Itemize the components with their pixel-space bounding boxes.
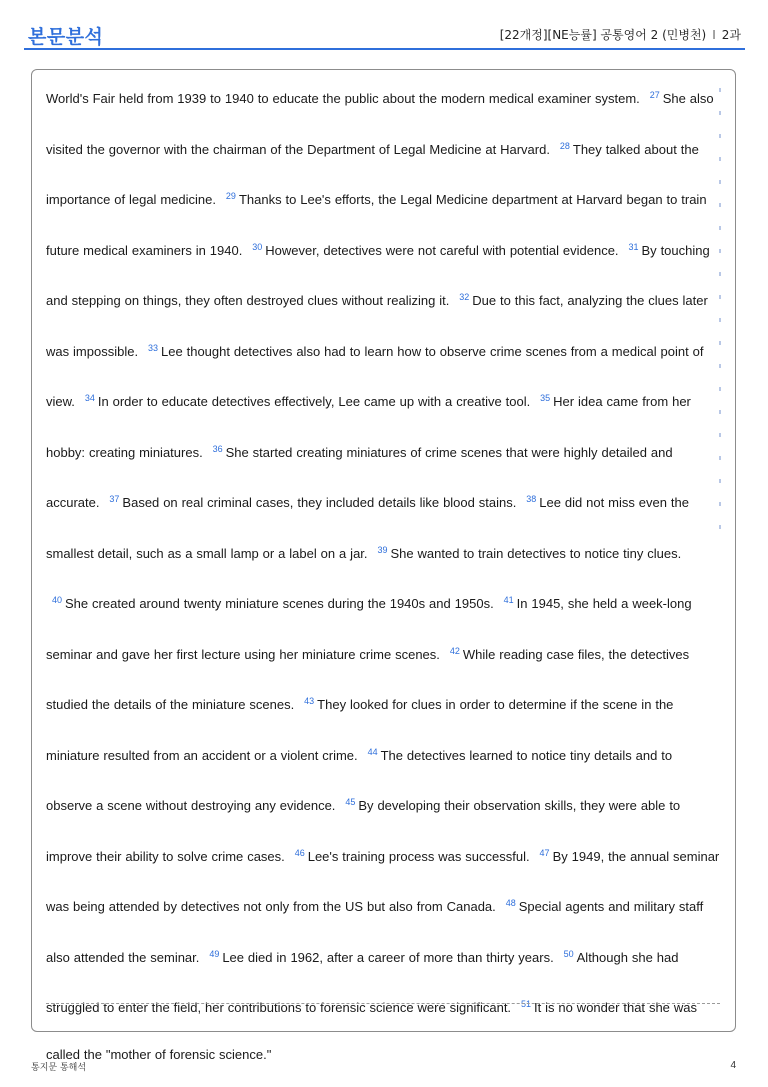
sentence-text: By touching and stepping on things, they often destroyed clues without realizing it. — [46, 242, 710, 308]
footer-label: 통지문 통해석 — [31, 1063, 87, 1073]
margin-mark — [719, 226, 721, 230]
margin-mark — [719, 295, 721, 299]
sentence — [46, 596, 494, 611]
sentence — [371, 546, 681, 561]
sentence-number: 38 — [526, 494, 537, 504]
margin-mark — [719, 180, 721, 184]
sentence-number: 30 — [252, 241, 263, 252]
lesson-label: 2과 — [721, 28, 741, 42]
margin-mark — [719, 88, 721, 92]
sentence-text: She wanted to train detectives to notice tiny clues. — [390, 545, 682, 561]
margin-mark — [719, 272, 721, 276]
sentence-number: 27 — [649, 90, 660, 100]
margin-mark — [719, 456, 721, 460]
sentence-number: 48 — [505, 898, 516, 908]
section-title: 본문분석 — [28, 26, 104, 48]
sentence-number: 36 — [212, 443, 223, 454]
sentence-number: 46 — [294, 847, 305, 858]
sentence-number: 47 — [539, 847, 550, 858]
margin-mark — [719, 111, 721, 115]
sentence-text: Lee died in 1962, after a career of more than thirty years. — [222, 949, 554, 965]
sentence-number: 39 — [377, 544, 388, 555]
sentence-number: 29 — [225, 191, 236, 201]
sentence-number: 42 — [449, 645, 460, 656]
sentence-text: By 1949, the annual seminar was being attended by detectives not only from the US but also from Canada. — [46, 848, 720, 914]
book-title: [22개정][NE능률] 공통영어 2 (민병천) — [499, 28, 707, 42]
margin-mark — [719, 203, 721, 207]
sentence-text: Lee did not miss even the smallest detail, such as a small lamp or a label on a jar. — [46, 495, 689, 561]
sentence-text: In 1945, she held a week-long seminar and gave her first lecture using her miniature crime scenes. — [46, 596, 692, 662]
sentence — [46, 91, 640, 106]
sentence-text: World's Fair held from 1939 to 1940 to educate the public about the modern medical examiner system. — [46, 91, 640, 106]
margin-mark — [719, 134, 721, 138]
sentence — [103, 495, 516, 510]
margin-mark — [719, 157, 721, 161]
sentence-number: 33 — [147, 342, 158, 353]
margin-mark — [719, 502, 721, 506]
sentence-number: 51 — [520, 999, 531, 1009]
sentence-number: 45 — [345, 797, 356, 807]
sentence-text: The detectives learned to notice tiny details and to observe a scene without destroying any evidence. — [46, 747, 673, 813]
sentence-number: 50 — [563, 948, 574, 959]
sentence-text: Lee thought detectives also had to learn how to observe crime scenes from a medical point of view. — [46, 343, 704, 409]
sentence-number: 40 — [52, 595, 63, 605]
sentence-text: However, detectives were not careful with potential evidence. — [265, 242, 619, 258]
sentence-number: 37 — [109, 494, 120, 504]
header-separator: I — [712, 28, 716, 42]
margin-marks — [719, 86, 725, 566]
margin-mark — [719, 364, 721, 368]
sentence-text: She created around twenty miniature scenes during the 1940s and 1950s. — [65, 596, 494, 611]
sentence-text: Special agents and military staff also attended the seminar. — [46, 899, 704, 965]
sentence-text: She started creating miniatures of crime scenes that were highly detailed and accurate. — [46, 444, 673, 510]
page-header — [24, 20, 745, 50]
sentence-text: Her idea came from her hobby: creating miniatures. — [46, 394, 691, 460]
header-meta — [500, 26, 741, 43]
margin-mark — [719, 433, 721, 437]
margin-mark — [719, 387, 721, 391]
sentence-number: 41 — [503, 595, 514, 605]
passage-text — [46, 72, 722, 1078]
sentence-text: In order to educate detectives effectively, Lee came up with a creative tool. — [97, 394, 531, 409]
page-number: 4 — [730, 1060, 736, 1071]
sentence-text: Although she had struggled to enter the field, her contributions to forensic science were significant. — [46, 949, 679, 1015]
sentence-text: She also visited the governor with the chairman of the Department of Legal Medicine at Harvard. — [46, 91, 714, 157]
sentence-number: 28 — [559, 140, 570, 151]
margin-mark — [719, 341, 721, 345]
margin-mark — [719, 410, 721, 414]
margin-mark — [719, 525, 721, 529]
sentence-number: 32 — [459, 292, 470, 302]
sentence — [246, 243, 618, 258]
sentence-text: While reading case files, the detectives studied the details of the miniature scenes. — [46, 646, 690, 712]
margin-mark — [719, 249, 721, 253]
dashed-divider — [46, 1003, 720, 1004]
sentence-number: 31 — [628, 241, 639, 252]
sentence-number: 35 — [540, 393, 551, 403]
margin-mark — [719, 479, 721, 483]
sentence — [79, 394, 530, 409]
sentence-number: 43 — [304, 696, 315, 706]
sentence-text: It is no wonder that she was called the "mother of forensic science." — [46, 1000, 697, 1062]
sentence-text: Lee's training process was successful. — [307, 848, 530, 864]
sentence — [203, 950, 553, 965]
sentence-text: They talked about the importance of legal medicine. — [46, 141, 699, 207]
sentence — [289, 849, 530, 864]
sentence-text: By developing their observation skills, they were able to improve their ability to solve crime cases. — [46, 798, 681, 864]
sentence-number: 44 — [367, 746, 378, 757]
margin-mark — [719, 318, 721, 322]
sentence-number: 49 — [209, 948, 220, 959]
sentence-text: Thanks to Lee's efforts, the Legal Medicine department at Harvard began to train future medical examiners in 1940. — [46, 192, 707, 258]
sentence-text: Due to this fact, analyzing the clues later was impossible. — [46, 293, 708, 359]
sentence-text: They looked for clues in order to determine if the scene in the miniature resulted from an accident or a violent crime. — [46, 697, 674, 763]
sentence-number: 34 — [84, 393, 95, 403]
sentence-text: Based on real criminal cases, they included details like blood stains. — [122, 495, 517, 510]
